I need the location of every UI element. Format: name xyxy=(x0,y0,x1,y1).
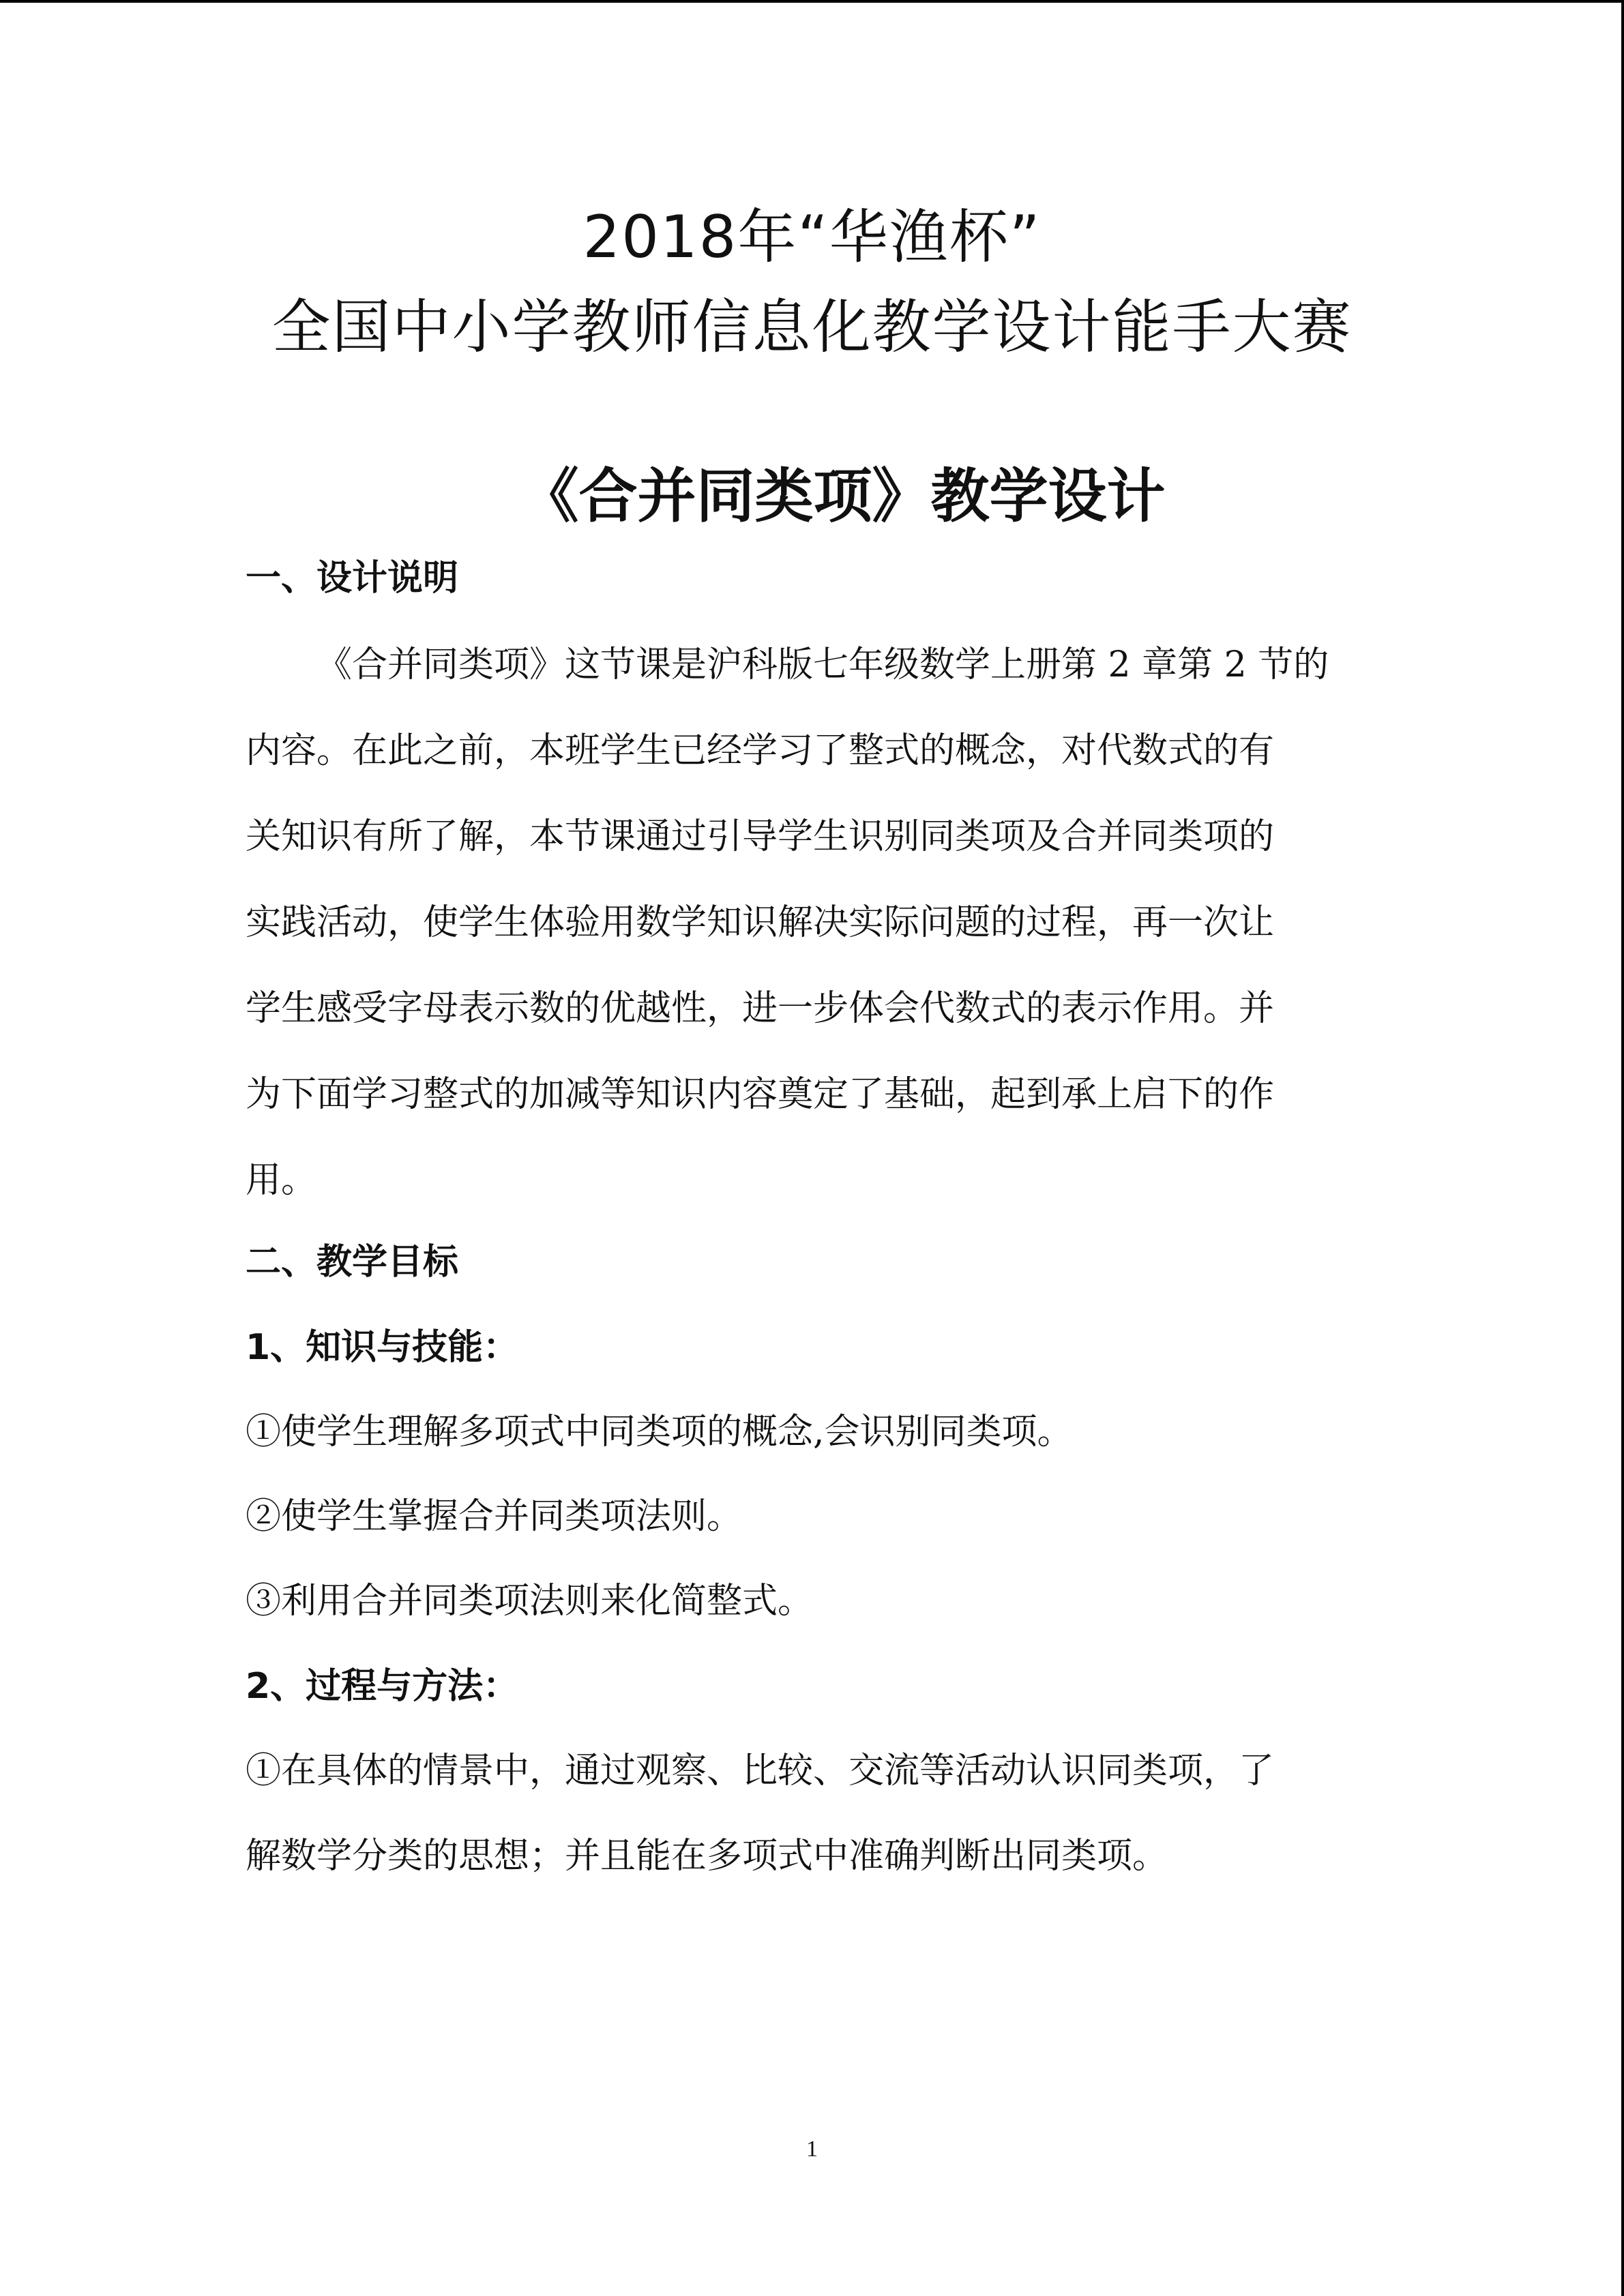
section-heading-teaching-goals: 二、教学目标 xyxy=(246,1242,459,1283)
goal-item: ①使学生理解多项式中同类项的概念,会识别同类项。 xyxy=(246,1412,1073,1452)
contest-title-line-2: 全国中小学教师信息化教学设计能手大赛 xyxy=(271,293,1353,361)
paragraph-line: 用。 xyxy=(246,1160,317,1201)
goal-item: ②使学生掌握合并同类项法则。 xyxy=(246,1496,743,1537)
document-title: 《合并同类项》教学设计 xyxy=(520,462,1166,531)
subsection-heading-knowledge-skills: 1、知识与技能： xyxy=(246,1327,519,1368)
paragraph-line: 关知识有所了解，本节课通过引导学生识别同类项及合并同类项的 xyxy=(246,816,1275,857)
paragraph-line: 为下面学习整式的加减等知识内容奠定了基础，起到承上启下的作 xyxy=(246,1074,1275,1115)
paragraph-line: 解数学分类的思想；并且能在多项式中准确判断出同类项。 xyxy=(246,1836,1168,1877)
section-heading-design-notes: 一、设计说明 xyxy=(246,558,459,599)
paragraph-line: 实践活动，使学生体验用数学知识解决实际问题的过程，再一次让 xyxy=(246,902,1275,943)
goal-item: ③利用合并同类项法则来化简整式。 xyxy=(246,1581,814,1622)
page-top-border xyxy=(0,0,1624,3)
subsection-heading-process-methods: 2、过程与方法： xyxy=(246,1666,519,1707)
paragraph-line: 内容。在此之前，本班学生已经学习了整式的概念，对代数式的有 xyxy=(246,730,1275,771)
contest-title-line-1: 2018年“华渔杯” xyxy=(582,203,1042,271)
paragraph-line: ①在具体的情景中，通过观察、比较、交流等活动认识同类项，了 xyxy=(246,1750,1275,1791)
paragraph-line: 学生感受字母表示数的优越性，进一步体会代数式的表示作用。并 xyxy=(246,988,1275,1029)
page-number: 1 xyxy=(806,2136,818,2162)
paragraph-line: 《合并同类项》这节课是沪科版七年级数学上册第 2 章第 2 节的 xyxy=(316,644,1329,685)
